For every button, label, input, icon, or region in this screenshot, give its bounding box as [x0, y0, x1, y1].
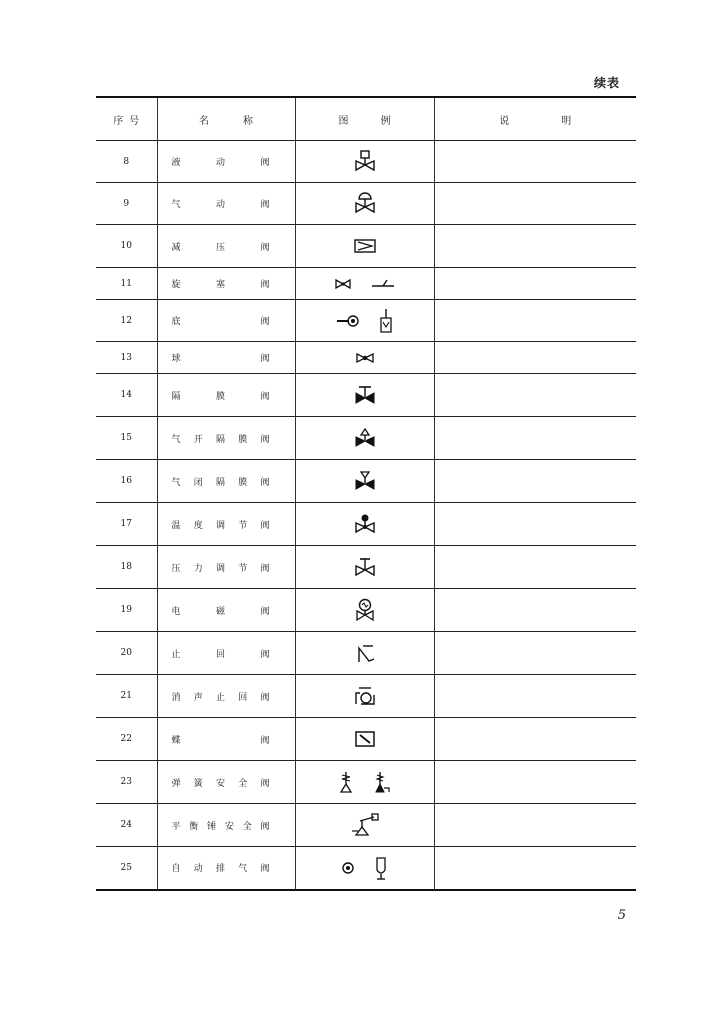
butterfly-valve-icon	[354, 730, 376, 748]
row-name: 弹簧安全阀	[171, 778, 270, 789]
row-name: 消声止回阀	[171, 692, 270, 703]
valve-legend-table	[96, 96, 636, 891]
table-row	[96, 417, 636, 460]
temperature-control-valve-icon	[353, 513, 377, 535]
row-name: 电磁阀	[171, 606, 270, 617]
table-row	[96, 141, 636, 183]
table-row	[96, 225, 636, 268]
check-valve-icon	[354, 642, 376, 664]
row-seq: 13	[96, 342, 157, 374]
row-name: 气开隔膜阀	[171, 434, 270, 445]
pneumatic-valve-icon	[353, 192, 377, 216]
header-symbol: 图例	[295, 97, 434, 141]
row-seq: 11	[96, 268, 157, 300]
row-name: 液动阀	[171, 158, 270, 168]
row-name: 平衡锤安全阀	[171, 821, 270, 832]
row-seq: 9	[96, 183, 157, 225]
automatic-air-vent-icon	[341, 861, 355, 875]
row-seq: 24	[96, 804, 157, 847]
row-seq: 18	[96, 546, 157, 589]
foot-valve-icon	[336, 313, 360, 329]
table-row	[96, 761, 636, 804]
table-row	[96, 342, 636, 374]
table-row	[96, 589, 636, 632]
table-row	[96, 632, 636, 675]
header-seq: 序号	[96, 97, 157, 141]
row-seq: 23	[96, 761, 157, 804]
row-seq: 25	[96, 847, 157, 890]
row-name: 自动排气阀	[171, 864, 270, 875]
silent-check-valve-icon	[353, 685, 377, 707]
row-seq: 21	[96, 675, 157, 718]
continued-label: 续表	[593, 76, 620, 90]
table-row	[96, 300, 636, 342]
automatic-air-vent-alt-icon	[374, 855, 388, 881]
hydraulic-valve-icon	[353, 150, 377, 174]
row-name: 压力调节阀	[171, 563, 270, 574]
pressure-control-valve-icon	[353, 556, 377, 578]
row-name: 球阀	[171, 354, 270, 364]
spring-safety-valve-alt-icon	[373, 770, 391, 794]
row-seq: 17	[96, 503, 157, 546]
row-seq: 20	[96, 632, 157, 675]
ball-valve-icon	[355, 352, 375, 364]
table-row	[96, 675, 636, 718]
table-row	[96, 183, 636, 225]
counterweight-safety-valve-icon	[350, 813, 380, 837]
table-header-row	[96, 97, 636, 141]
row-seq: 15	[96, 417, 157, 460]
row-seq: 19	[96, 589, 157, 632]
table-row	[96, 804, 636, 847]
foot-valve-alt-icon	[379, 308, 393, 334]
row-name: 止回阀	[171, 649, 270, 660]
table-row	[96, 374, 636, 417]
pressure-reducing-valve-icon	[353, 238, 377, 254]
row-name: 气动阀	[171, 200, 270, 210]
row-name: 蝶阀	[171, 735, 270, 746]
header-note: 说明	[434, 97, 636, 141]
plug-valve-alt-icon	[371, 278, 395, 290]
solenoid-valve-icon	[353, 598, 377, 622]
table-row	[96, 268, 636, 300]
row-name: 底阀	[171, 317, 270, 327]
row-name: 旋塞阀	[171, 280, 270, 290]
row-seq: 22	[96, 718, 157, 761]
table-row	[96, 718, 636, 761]
row-seq: 14	[96, 374, 157, 417]
page-number: 5	[617, 908, 626, 923]
row-name: 气闭隔膜阀	[171, 477, 270, 488]
row-name: 温度调节阀	[171, 520, 270, 531]
row-name: 减压阀	[171, 242, 270, 253]
row-seq: 16	[96, 460, 157, 503]
row-name: 隔膜阀	[171, 391, 270, 402]
air-open-diaphragm-valve-icon	[353, 427, 377, 449]
row-seq: 12	[96, 300, 157, 342]
header-name: 名称	[157, 97, 295, 141]
table-row	[96, 847, 636, 890]
row-seq: 8	[96, 141, 157, 183]
air-close-diaphragm-valve-icon	[353, 470, 377, 492]
plug-valve-icon	[334, 278, 352, 290]
table-row	[96, 546, 636, 589]
row-seq: 10	[96, 225, 157, 268]
spring-safety-valve-icon	[338, 770, 354, 794]
table-row	[96, 460, 636, 503]
table-row	[96, 503, 636, 546]
diaphragm-valve-icon	[353, 384, 377, 406]
